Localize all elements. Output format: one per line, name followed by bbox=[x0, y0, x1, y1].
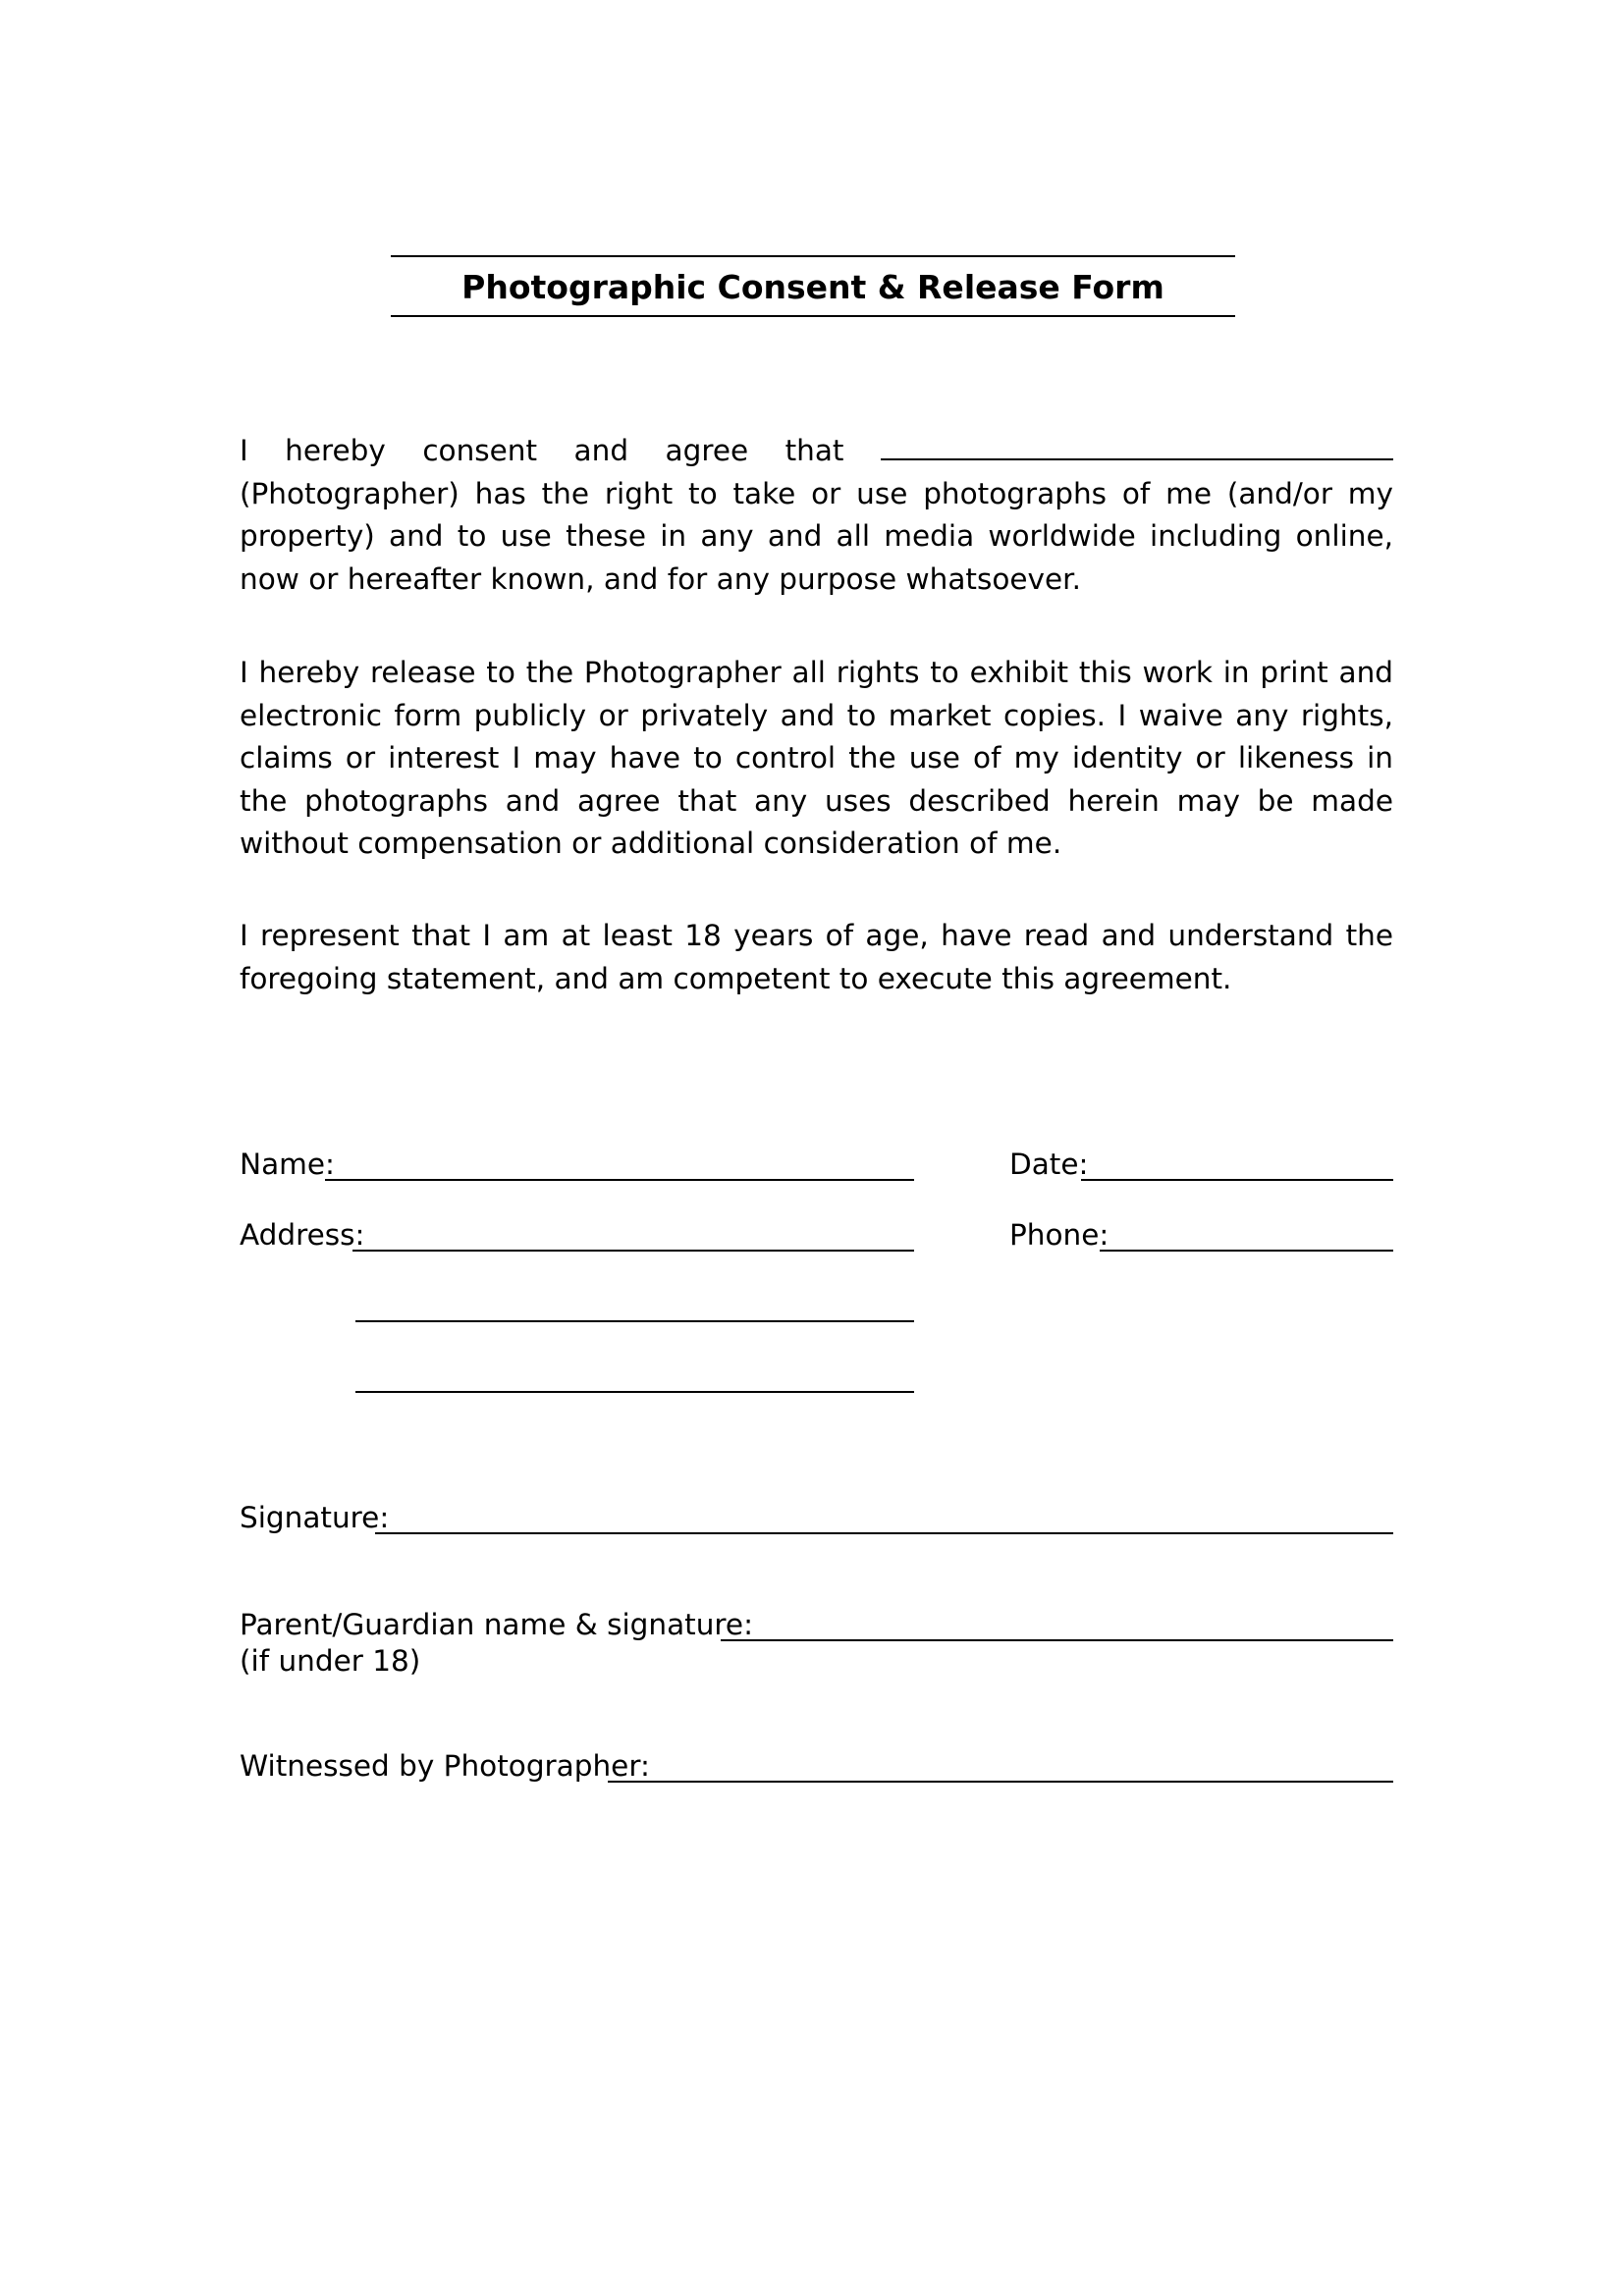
name-label: Name: bbox=[240, 1148, 335, 1181]
name-field[interactable] bbox=[325, 1179, 914, 1181]
signature-label: Signature: bbox=[240, 1501, 390, 1534]
consent-text-start: I hereby consent and agree that bbox=[240, 434, 844, 467]
release-paragraph: I hereby release to the Photographer all rights to exhibit this work in print and electronic form publicly or privately and to market copies. I waive any rights, claims or interest I may have to control the use of my identity or likeness in the photographs and agree that any uses described herein may be made without compensation or additional consideration of me. bbox=[240, 656, 1393, 860]
guardian-field[interactable] bbox=[721, 1639, 1393, 1641]
guardian-label: Parent/Guardian name & signature: bbox=[240, 1608, 754, 1641]
date-field[interactable] bbox=[1081, 1179, 1393, 1181]
witness-field[interactable] bbox=[608, 1781, 1393, 1783]
phone-label: Phone: bbox=[1009, 1218, 1109, 1252]
witness-label: Witnessed by Photographer: bbox=[240, 1749, 650, 1783]
title-top-rule bbox=[391, 255, 1235, 257]
address-field-line-2[interactable] bbox=[355, 1320, 914, 1322]
consent-paragraph bbox=[240, 429, 1393, 601]
photographer-name-blank[interactable] bbox=[881, 429, 1393, 460]
phone-field[interactable] bbox=[1100, 1250, 1393, 1252]
address-label: Address: bbox=[240, 1218, 365, 1252]
age-representation-paragraph: I represent that I am at least 18 years of age, have read and understand the foregoing statement, and am competent to execute this agreement. bbox=[240, 919, 1393, 995]
address-field-line-1[interactable] bbox=[352, 1250, 914, 1252]
page-title: Photographic Consent & Release Form bbox=[461, 268, 1164, 306]
address-field-line-3[interactable] bbox=[355, 1391, 914, 1393]
title-bottom-rule bbox=[391, 315, 1235, 317]
guardian-note: (if under 18) bbox=[240, 1644, 421, 1678]
consent-text-end: (Photographer) has the right to take or use photographs of me (and/or my property) and to use these in any and all media worldwide including online, now or hereafter known, and for any purpose whatsoever. bbox=[240, 476, 1393, 596]
signature-field[interactable] bbox=[375, 1532, 1393, 1534]
date-label: Date: bbox=[1009, 1148, 1089, 1181]
